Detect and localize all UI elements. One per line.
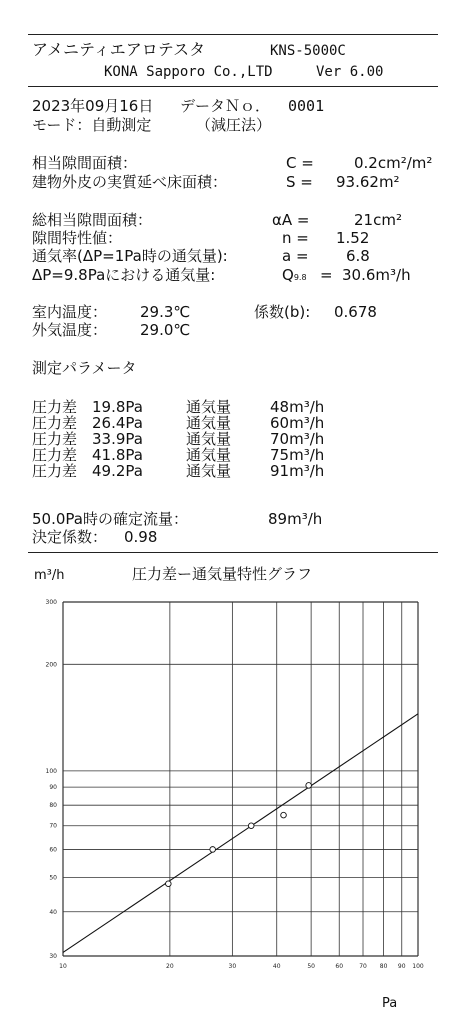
maker-name: KONA Sapporo Co.,LTD	[104, 64, 273, 80]
x-tick-label: 50	[307, 963, 315, 970]
model-number: KNS-5000C	[270, 43, 346, 59]
param-flow-label: 通気量	[186, 430, 232, 448]
param-pressure-value: 26.4Pa	[92, 414, 143, 432]
aa-symbol: αA =	[272, 211, 310, 229]
param-flow-value: 70m³/h	[270, 430, 325, 448]
s-symbol: S =	[286, 173, 313, 191]
c-symbol: C =	[286, 154, 314, 172]
final-flow-value: 89m³/h	[268, 510, 323, 528]
final-flow-label: 50.0Pa時の確定流量：	[32, 510, 188, 528]
aa-label: 総相当隙間面積：	[32, 211, 153, 229]
y-tick-label: 200	[45, 661, 57, 669]
coef-value: 0.678	[334, 303, 377, 321]
param-pressure-value: 19.8Pa	[92, 398, 143, 416]
param-pressure-label: 圧力差	[32, 430, 78, 448]
device-title: アメニティエアロテスタ	[32, 40, 206, 59]
fit-line	[63, 714, 418, 953]
param-pressure-label: 圧力差	[32, 398, 78, 416]
y-tick-label: 100	[45, 767, 57, 775]
param-pressure-label: 圧力差	[32, 446, 78, 464]
x-tick-label: 100	[412, 963, 424, 970]
outdoor-temp-label: 外気温度：	[32, 321, 108, 339]
param-flow-label: 通気量	[186, 398, 232, 416]
param-flow-label: 通気量	[186, 462, 232, 480]
data-point	[166, 881, 172, 887]
data-point	[248, 823, 254, 829]
indoor-temp-label: 室内温度：	[32, 303, 108, 321]
x-axis-unit: Pa	[382, 996, 398, 1011]
data-point	[210, 847, 216, 853]
mode-label: モード：自動測定	[32, 116, 152, 134]
a-value: 6.8	[346, 247, 370, 265]
r2-label: 決定係数：	[32, 528, 108, 546]
coef-label: 係数(b):	[254, 303, 311, 321]
outdoor-temp-value: 29.0℃	[140, 321, 191, 339]
n-value: 1.52	[336, 229, 370, 247]
x-tick-label: 70	[359, 963, 367, 970]
x-tick-label: 90	[397, 963, 406, 970]
param-flow-value: 91m³/h	[270, 462, 325, 480]
r2-value: 0.98	[124, 528, 158, 546]
x-tick-label: 80	[379, 963, 388, 970]
y-tick-label: 70	[49, 822, 57, 830]
q-equals: =	[320, 266, 333, 284]
version: Ver 6.00	[316, 64, 384, 80]
y-tick-label: 30	[49, 953, 57, 960]
params-title: 測定パラメータ	[32, 359, 137, 377]
y-tick-label: 90	[49, 784, 57, 792]
graph-title: 圧力差ー通気量特性グラフ	[132, 565, 313, 583]
q-subscript: 9.8	[293, 273, 307, 282]
measure-date: 2023年09月16日	[32, 97, 154, 115]
a-label: 通気率(ΔP=1Pa時の通気量):	[32, 247, 228, 265]
param-pressure-value: 33.9Pa	[92, 430, 143, 448]
q-label: ΔP=9.8Paにおける通気量:	[32, 266, 216, 284]
param-pressure-value: 49.2Pa	[92, 462, 143, 480]
data-no-label: データＮｏ．	[180, 97, 271, 115]
s-value: 93.62m²	[336, 173, 400, 191]
y-tick-label: 60	[49, 846, 57, 854]
param-pressure-label: 圧力差	[32, 462, 78, 480]
x-tick-label: 40	[272, 963, 281, 970]
param-flow-label: 通気量	[186, 414, 232, 432]
param-flow-value: 48m³/h	[270, 398, 325, 416]
mode-method: （減圧法）	[196, 116, 272, 134]
param-pressure-value: 41.8Pa	[92, 446, 143, 464]
x-tick-label: 10	[59, 963, 67, 970]
a-symbol: a =	[282, 247, 309, 265]
q-symbol: Q9.8	[282, 266, 307, 284]
param-pressure-label: 圧力差	[32, 414, 78, 432]
n-symbol: n =	[282, 229, 309, 247]
y-axis-unit: m³/h	[34, 568, 65, 583]
x-tick-label: 30	[228, 963, 237, 970]
y-tick-label: 50	[49, 874, 57, 882]
data-point	[281, 812, 287, 818]
y-tick-label: 40	[49, 908, 57, 916]
q-value: 30.6m³/h	[342, 266, 411, 284]
y-tick-label: 300	[45, 599, 57, 606]
x-tick-label: 20	[166, 963, 174, 970]
x-tick-label: 60	[335, 963, 344, 970]
param-flow-value: 60m³/h	[270, 414, 325, 432]
param-flow-value: 75m³/h	[270, 446, 325, 464]
y-tick-label: 80	[49, 802, 57, 810]
s-label: 建物外皮の実質延べ床面積：	[32, 173, 228, 191]
param-flow-label: 通気量	[186, 446, 232, 464]
aa-value: 21cm²	[354, 211, 402, 229]
n-label: 隙間特性値：	[32, 229, 123, 247]
c-label: 相当隙間面積：	[32, 154, 138, 172]
c-value: 0.2cm²/m²	[354, 154, 433, 172]
data-point	[306, 783, 312, 789]
indoor-temp-value: 29.3℃	[140, 303, 191, 321]
data-no: 0001	[288, 97, 325, 115]
